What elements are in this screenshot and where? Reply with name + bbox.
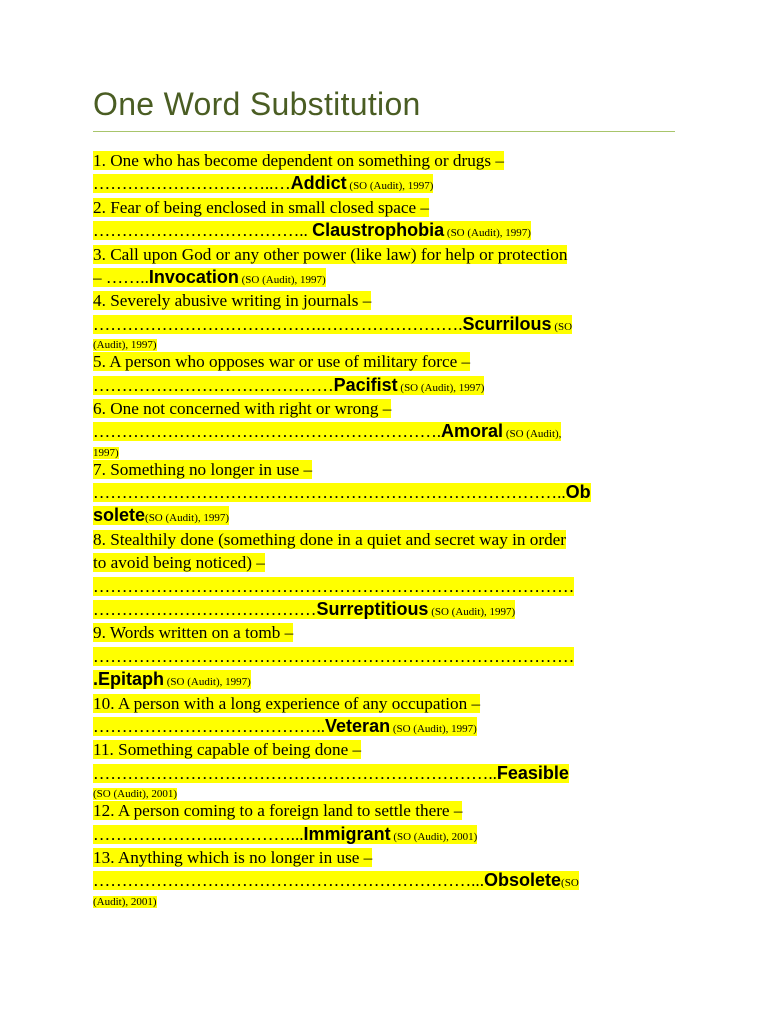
dots: ………………………………… bbox=[93, 600, 317, 620]
dots: ……………………………………………………. bbox=[93, 422, 442, 442]
list-item bbox=[93, 738, 675, 799]
question-text: 5. A person who opposes war or use of military force – bbox=[93, 352, 471, 372]
answer-word: Feasible bbox=[496, 762, 569, 783]
dots: – …….. bbox=[93, 267, 149, 287]
citation: (SO (Audit), 2001) bbox=[93, 788, 178, 801]
list-item bbox=[93, 458, 675, 528]
citation: (SO (Audit), 1997) bbox=[164, 676, 251, 689]
question-text: 8. Stealthily done (something done in a quiet and secret way in order bbox=[93, 529, 567, 549]
question-text: 13. Anything which is no longer in use – bbox=[93, 847, 373, 867]
answer-word: Amoral bbox=[441, 421, 504, 442]
question-text: 9. Words written on a tomb – bbox=[93, 623, 294, 643]
answer-word: Scurrilous bbox=[462, 313, 552, 334]
list-item bbox=[93, 692, 675, 739]
question-text: 7. Something no longer in use – bbox=[93, 459, 313, 479]
answer-word: solete bbox=[93, 505, 146, 526]
list-item bbox=[93, 799, 675, 846]
answer-word: Pacifist bbox=[333, 374, 398, 395]
document-body bbox=[93, 149, 675, 907]
answer-word: .Epitaph bbox=[93, 669, 164, 690]
question-text: 4. Severely abusive writing in journals – bbox=[93, 291, 372, 311]
citation: (SO bbox=[561, 877, 579, 890]
citation: (Audit), 2001) bbox=[93, 895, 157, 908]
list-item bbox=[93, 149, 675, 196]
citation: (SO (Audit), 1997) bbox=[145, 512, 230, 525]
answer-word: Invocation bbox=[148, 266, 239, 287]
question-text: 2. Fear of being enclosed in small closed space – bbox=[93, 197, 430, 217]
citation: (SO (Audit), 2001) bbox=[390, 830, 478, 843]
dots: ……………………………………………………………………….. bbox=[93, 483, 566, 503]
list-item bbox=[93, 350, 675, 397]
list-item bbox=[93, 196, 675, 243]
dots: …………………………………………………………….. bbox=[93, 763, 497, 783]
answer-word: Ob bbox=[565, 482, 591, 503]
question-text: 11. Something capable of being done – bbox=[93, 740, 362, 760]
question-text: to avoid being noticed) – bbox=[93, 553, 265, 573]
citation: (SO bbox=[551, 320, 573, 333]
dots: ……………………………….. bbox=[93, 221, 313, 241]
question-text: 3. Call upon God or any other power (like law) for help or protection bbox=[93, 244, 568, 264]
answer-word: Surreptitious bbox=[316, 599, 429, 620]
citation: (SO (Audit), bbox=[503, 428, 562, 441]
list-item bbox=[93, 243, 675, 290]
list-item bbox=[93, 846, 675, 907]
dots: …………………..…………... bbox=[93, 824, 304, 844]
dots: ………………………………………………………………………… bbox=[93, 646, 575, 666]
citation: (SO (Audit), 1997) bbox=[346, 180, 434, 193]
answer-word: Veteran bbox=[325, 715, 391, 736]
list-item bbox=[93, 528, 675, 622]
list-item bbox=[93, 289, 675, 350]
dots: …………………………………… bbox=[93, 375, 334, 395]
citation: (SO (Audit), 1997) bbox=[390, 722, 477, 735]
question-text: 6. One not concerned with right or wrong – bbox=[93, 398, 392, 418]
answer-word: Claustrophobia bbox=[312, 220, 445, 241]
citation: 1997) bbox=[93, 446, 119, 459]
answer-word: Obsolete bbox=[484, 870, 562, 891]
citation: (Audit), 1997) bbox=[93, 339, 157, 352]
dots: ………………………………………………………………………… bbox=[93, 576, 575, 596]
answer-word: Addict bbox=[290, 173, 347, 194]
dots: …………………………………………………………... bbox=[93, 871, 485, 891]
title-divider bbox=[93, 131, 675, 132]
list-item bbox=[93, 397, 675, 458]
citation: (SO (Audit), 1997) bbox=[238, 273, 326, 286]
citation: (SO (Audit), 1997) bbox=[397, 381, 485, 394]
answer-word: Immigrant bbox=[303, 823, 391, 844]
page-title: One Word Substitution bbox=[93, 86, 421, 122]
dots: …………………………..… bbox=[93, 174, 291, 194]
dots: ………………………………….. bbox=[93, 716, 326, 736]
dots: ………………………………….……………………. bbox=[93, 314, 463, 334]
question-text: 1. One who has become dependent on something or drugs – bbox=[93, 151, 504, 170]
list-item bbox=[93, 621, 675, 691]
question-text: 12. A person coming to a foreign land to settle there – bbox=[93, 801, 463, 821]
question-text: 10. A person with a long experience of any occupation – bbox=[93, 693, 481, 713]
citation: (SO (Audit), 1997) bbox=[444, 227, 531, 240]
citation: (SO (Audit), 1997) bbox=[428, 606, 516, 619]
